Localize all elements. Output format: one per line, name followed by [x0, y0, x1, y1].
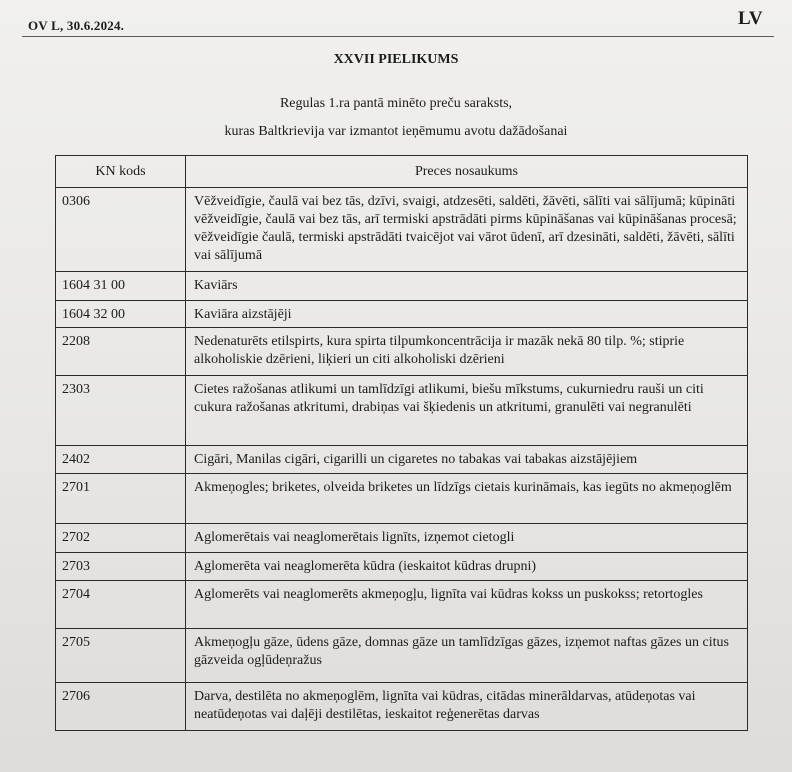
table-row	[56, 553, 748, 581]
table-row	[56, 301, 748, 328]
table-row	[56, 188, 748, 272]
table-row	[56, 524, 748, 553]
cn-code: 2702	[56, 524, 186, 553]
cn-code: 2706	[56, 683, 186, 731]
cn-code: 2703	[56, 553, 186, 581]
table-row	[56, 683, 748, 731]
goods-description: Kaviāra aizstājēji	[186, 301, 748, 328]
goods-description: Akmeņogļu gāze, ūdens gāze, domnas gāze un tamlīdzīgas gāzes, izņemot naftas gāzes un citus gāzveida ogļūdeņražus	[186, 629, 748, 683]
table-row	[56, 446, 748, 474]
goods-description: Aglomerēta vai neaglomerēta kūdra (ieskaitot kūdras drupni)	[186, 553, 748, 581]
table-row	[56, 376, 748, 446]
cn-code: 0306	[56, 188, 186, 272]
table-row	[56, 629, 748, 683]
language-code: LV	[738, 8, 763, 29]
cn-code: 2704	[56, 581, 186, 629]
goods-description: Cietes ražošanas atlikumi un tamlīdzīgi atlikumi, biešu mīkstums, cukurniedru rauši un citi cukura ražošanas atkritumi, drabiņas vai šķiedenis un atkritumi, granulēti vai negranulēti	[186, 376, 748, 446]
table-row	[56, 581, 748, 629]
goods-description: Kaviārs	[186, 272, 748, 301]
goods-description: Aglomerēts vai neaglomerēts akmeņogļu, lignīta vai kūdras kokss un puskokss; retortogles	[186, 581, 748, 629]
column-header-code: KN kods	[56, 156, 186, 188]
subtitle-line-1: Regulas 1.ra pantā minēto preču saraksts,	[279, 96, 513, 111]
goods-table	[55, 155, 748, 731]
cn-code: 2701	[56, 474, 186, 524]
cn-code: 2303	[56, 376, 186, 446]
cn-code: 2402	[56, 446, 186, 474]
header-divider	[22, 36, 774, 37]
column-header-description: Preces nosaukums	[186, 156, 748, 188]
goods-description: Vēžveidīgie, čaulā vai bez tās, dzīvi, svaigi, atdzesēti, saldēti, žāvēti, sālīti vai sālījumā; kūpināti vēžveidīgie, čaulā vai bez tās, arī termiski apstrādāti pirms kūpināšanas vai kūpināšanas procesā; vēžveidīgie čaulā, termiski apstrādāti tvaicējot vai vārot ūdenī, arī dzesināti, saldēti, žāvēti, sālīti vai sālījumā	[186, 188, 748, 272]
cn-code: 2208	[56, 328, 186, 376]
cn-code: 2705	[56, 629, 186, 683]
table-row	[56, 272, 748, 301]
table-row	[56, 328, 748, 376]
goods-description: Akmeņogles; briketes, olveida briketes un līdzīgs cietais kurināmais, kas iegūts no akmeņoglēm	[186, 474, 748, 524]
table-row	[56, 474, 748, 524]
table-header-row	[56, 156, 748, 188]
cn-code: 1604 31 00	[56, 272, 186, 301]
cn-code: 1604 32 00	[56, 301, 186, 328]
subtitle-line-2: kuras Baltkrievija var izmantot ieņēmumu avotu dažādošanai	[224, 124, 568, 139]
goods-description: Aglomerētais vai neaglomerētais lignīts, izņemot cietogli	[186, 524, 748, 553]
journal-reference: OV L, 30.6.2024.	[28, 18, 125, 33]
annex-title: XXVII PIELIKUMS	[333, 52, 459, 67]
goods-description: Nedenaturēts etilspirts, kura spirta tilpumkoncentrācija ir mazāk nekā 80 tilp. %; stiprie alkoholiskie dzērieni, liķieri un citi alkoholiski dzērieni	[186, 328, 748, 376]
goods-description: Cigāri, Manilas cigāri, cigarilli un cigaretes no tabakas vai tabakas aizstājējiem	[186, 446, 748, 474]
goods-description: Darva, destilēta no akmeņoglēm, lignīta vai kūdras, citādas minerāldarvas, atūdeņotas vai neatūdeņotas vai daļēji destilētas, ieskaitot reģenerētas darvas	[186, 683, 748, 731]
